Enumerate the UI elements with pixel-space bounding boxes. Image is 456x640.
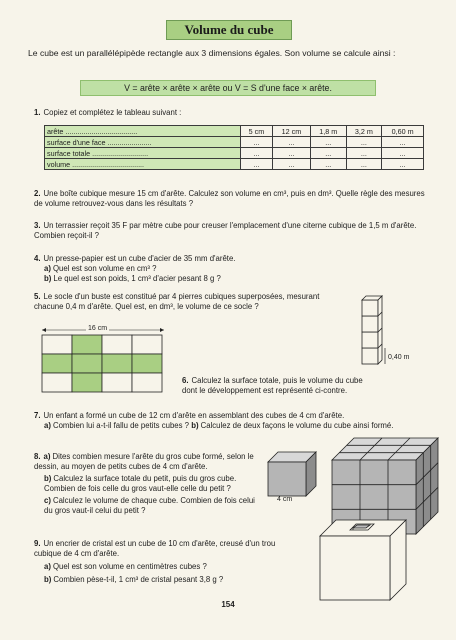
exercise-text: Copiez et complétez le tableau suivant :: [43, 108, 182, 117]
exercise-2: [34, 189, 430, 209]
exercise-number: 2.: [34, 189, 41, 198]
page-number: 154: [221, 600, 235, 609]
table-cell: ...: [241, 137, 273, 148]
sub-text: Calculez le volume de chaque cube. Combien de fois celui du gros vaut-il celui du petit ?: [44, 496, 255, 515]
sub-label: a): [43, 452, 51, 461]
exercise-number: 9.: [34, 539, 41, 548]
exercise-number: 3.: [34, 221, 41, 230]
exercise-number: 6.: [182, 376, 189, 385]
formula-box: V = arête × arête × arête ou V = S d'une face × arête.: [80, 80, 376, 96]
stack-dimension-label: 0,40 m: [388, 354, 410, 361]
exercise-text: Le socle d'un buste est constitué par 4 pierres cubiques superposées, mesurant chacune 0,4 m d'arête. Quel est, en dm³, le volume de ce socle ?: [34, 292, 320, 311]
exercise-text: Un encrier de cristal est un cube de 10 cm d'arête, creusé d'un trou cubique de 4 cm d'arête.: [34, 539, 276, 558]
exercise-3: [34, 221, 430, 241]
table-cell: 0,60 m: [382, 126, 424, 137]
exercise-5: [34, 292, 340, 312]
row-label: surface d'une face ......................: [45, 137, 241, 148]
sub-label: a): [44, 562, 51, 571]
exercise-number: 5.: [34, 292, 41, 301]
intro-paragraph: Le cube est un parallélépipède rectangle aux 3 dimensions égales. Son volume se calcule ainsi :: [28, 48, 396, 58]
row-label: arête ....................................: [45, 126, 241, 137]
table-cell: ...: [346, 137, 382, 148]
exercise-7: [34, 411, 434, 431]
exercise-text: Un presse-papier est un cube d'acier de 35 mm d'arête.: [43, 254, 236, 263]
sub-text: Quel est son volume en cm³ ?: [52, 264, 157, 273]
exercise-4: [34, 254, 430, 284]
table-cell: ...: [241, 148, 273, 159]
table-cell: ...: [310, 148, 346, 159]
exercise-9: [34, 539, 304, 585]
table-cell: ...: [272, 159, 310, 170]
exercise-number: 4.: [34, 254, 41, 263]
page-title: Volume du cube: [166, 20, 292, 40]
sub-label: b): [44, 274, 52, 283]
table-cell: 1,8 m: [310, 126, 346, 137]
row-label: volume ....................................: [45, 159, 241, 170]
exercise-text: Une boîte cubique mesure 15 cm d'arête. Calculez son volume en cm³, puis en dm³. Quelle règle des mesures de volume retrouvez-vous dans les résultats ?: [34, 189, 425, 208]
sub-label: b): [44, 474, 52, 483]
table-row: [45, 137, 424, 148]
exercise-number: 7.: [34, 411, 41, 420]
table-row: [45, 159, 424, 170]
table-cell: ...: [346, 159, 382, 170]
sub-label: c): [44, 496, 51, 505]
sub-label: b): [191, 421, 199, 430]
sub-label: a): [44, 264, 51, 273]
table-cell: ...: [241, 159, 273, 170]
small-cube-figure: [266, 450, 320, 498]
exercise-1: [34, 108, 434, 118]
table-cell: 12 cm: [272, 126, 310, 137]
exercise-number: 8.: [34, 452, 41, 461]
sub-label: a): [44, 421, 51, 430]
sub-label: b): [44, 575, 52, 584]
edge-table: [44, 125, 424, 170]
row-label: surface totale ............................: [45, 148, 241, 159]
table-row: [45, 148, 424, 159]
table-cell: 5 cm: [241, 126, 273, 137]
table-cell: ...: [310, 159, 346, 170]
exercise-text: Un enfant a formé un cube de 12 cm d'arête en assemblant des cubes de 4 cm d'arête.: [43, 411, 345, 420]
sub-text: Le quel est son poids, 1 cm³ d'acier pesant 8 g ?: [53, 274, 221, 283]
sub-text: Quel est son volume en centimètres cubes ?: [52, 562, 207, 571]
sub-text: Calculez de deux façons le volume du cube ainsi formé.: [200, 421, 394, 430]
cube-net-figure: [40, 326, 172, 396]
table-cell: ...: [382, 137, 424, 148]
table-cell: 3,2 m: [346, 126, 382, 137]
table-cell: ...: [272, 137, 310, 148]
small-cube-edge-label: 4 cm: [277, 496, 293, 503]
sub-text: Combien pèse-t-il, 1 cm³ de cristal pesant 3,8 g ?: [53, 575, 224, 584]
inkwell-figure: [318, 518, 410, 602]
table-cell: ...: [272, 148, 310, 159]
sub-text: Dites combien mesure l'arête du gros cube formé, selon le dessin, au moyen de petits cubes de 4 cm d'arête.: [34, 452, 254, 471]
exercise-8: [34, 452, 260, 516]
table-cell: ...: [382, 148, 424, 159]
exercise-text: Un terrassier reçoit 35 F par mètre cube pour creuser l'emplacement d'une citerne cubique de 1,5 m d'arête. Combien reçoit-il ?: [34, 221, 417, 240]
table-row: [45, 126, 424, 137]
sub-text: Calculez la surface totale du petit, puis du gros cube. Combien de fois celle du gros vaut-elle celle du petit ?: [44, 474, 237, 493]
exercise-number: 1.: [34, 108, 41, 117]
exercise-text: Calculez la surface totale, puis le volume du cube dont le développement est représenté ci-contre.: [182, 376, 363, 395]
table-cell: ...: [382, 159, 424, 170]
net-dimension-label: 16 cm: [88, 325, 108, 332]
table-cell: ...: [346, 148, 382, 159]
table-cell: ...: [310, 137, 346, 148]
exercise-6: [182, 376, 378, 396]
sub-text: Combien lui a-t-il fallu de petits cubes ?: [52, 421, 190, 430]
